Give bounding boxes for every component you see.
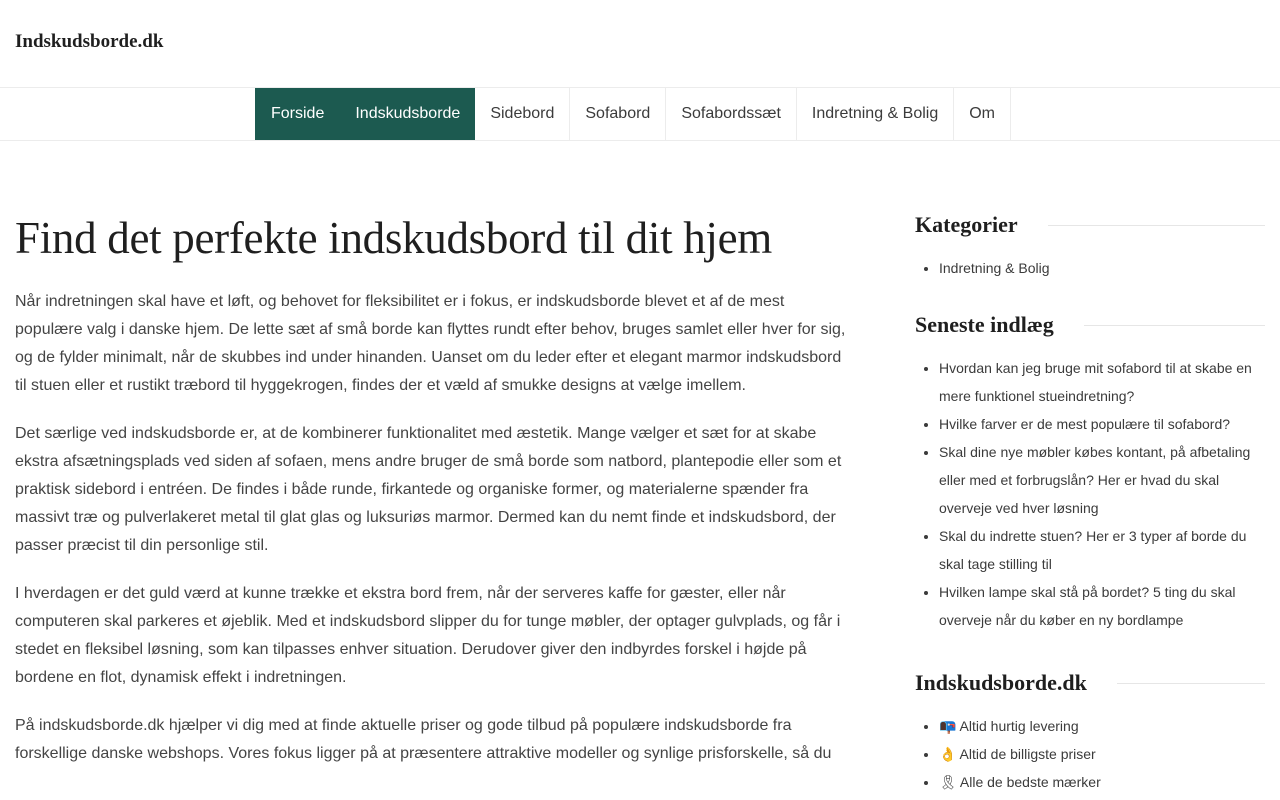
list-item bbox=[939, 354, 1265, 410]
nav-item-indretning-bolig[interactable]: Indretning & Bolig bbox=[797, 88, 954, 140]
recent-post-link[interactable]: Hvilken lampe skal stå på bordet? 5 ting du skal overveje når du køber en ny bordlampe bbox=[939, 584, 1236, 628]
recent-post-link[interactable]: Skal du indrette stuen? Her er 3 typer af borde du skal tage stilling til bbox=[939, 528, 1247, 572]
nav-item-sofabordssaet[interactable]: Sofabordssæt bbox=[666, 88, 797, 140]
list-item: • 👌 Altid de billigste priser bbox=[939, 740, 1265, 768]
category-link-indretning-bolig[interactable]: Indretning & Bolig bbox=[939, 260, 1050, 276]
list-item bbox=[939, 522, 1265, 578]
nav-item-om[interactable]: Om bbox=[954, 88, 1011, 140]
recent-posts-list bbox=[915, 354, 1265, 634]
divider bbox=[1084, 325, 1265, 326]
about-list bbox=[915, 712, 1265, 796]
nav-item-indskudsborde[interactable]: Indskudsborde bbox=[340, 88, 475, 140]
nav-menu bbox=[255, 88, 1011, 140]
main-navigation bbox=[0, 88, 1280, 141]
article-paragraph-1: Når indretningen skal have et løft, og behovet for fleksibilitet er i fokus, er indskudsborde blevet et af de mest populære valg i danske hjem. De lette sæt af små borde kan flyttes rundt efter behov, bruges samlet eller hver for sig, og de fylder minimalt, når de skubbes ind under hinanden. Uanset om du leder efter et elegant marmor indskudsbord til stuen eller et rustikt træbord til hyggekrogen, findes der et væld af smukke designs at vælge imellem. bbox=[15, 293, 846, 394]
list-item: • 📭 Altid hurtig levering bbox=[939, 712, 1265, 740]
article-paragraph-2: Det særlige ved indskudsborde er, at de kombinerer funktionalitet med æstetik. Mange vælger et sæt for at skabe ekstra afsætningsplads ved siden af sofaen, mens andre bruger de små borde som natbord, plantepodie eller som et praktisk sidebord i entréen. De findes i både runde, firkantede og organiske former, og materialerne spænder fra massivt træ og pulverlakeret metal til glat glas og luksuriøs marmor. Dermed kan du nemt finde et indskudsbord, der passer præcist til din personlige stil. bbox=[15, 425, 842, 554]
site-title-link[interactable]: Indskudsborde.dk bbox=[15, 31, 164, 52]
article-paragraph-4: På indskudsborde.dk hjælper vi dig med at finde aktuelle priser og gode tilbud på populære indskudsborde fra forskellige danske webshops. Vores fokus ligger på at præsentere attraktive modeller og synlige prisforskelle, så du bbox=[15, 717, 832, 762]
list-item bbox=[939, 578, 1265, 634]
category-item bbox=[939, 254, 1265, 282]
nav-item-sofabord[interactable]: Sofabord bbox=[570, 88, 666, 140]
about-title: Indskudsborde.dk bbox=[915, 670, 1087, 695]
about-widget bbox=[915, 668, 1265, 796]
site-header bbox=[0, 0, 1280, 88]
categories-list bbox=[915, 254, 1265, 282]
list-item bbox=[939, 438, 1265, 522]
list-item: • 🎗 Alle de bedste mærker bbox=[939, 768, 1265, 796]
recent-post-link[interactable]: Skal dine nye møbler købes kontant, på afbetaling eller med et forbrugslån? Her er hvad du skal overveje ved hver løsning bbox=[939, 444, 1251, 516]
page-title: Find det perfekte indskudsbord til dit hjem bbox=[15, 213, 773, 263]
categories-widget bbox=[915, 210, 1265, 310]
sidebar bbox=[915, 210, 1265, 796]
nav-item-sidebord[interactable]: Sidebord bbox=[475, 88, 570, 140]
recent-post-link[interactable]: Hvordan kan jeg bruge mit sofabord til at skabe en mere funktionel stueindretning? bbox=[939, 360, 1252, 404]
divider bbox=[1048, 225, 1265, 226]
categories-title: Kategorier bbox=[915, 212, 1018, 237]
recent-title-row bbox=[915, 310, 1265, 340]
categories-title-row bbox=[915, 210, 1265, 240]
article-paragraph-3: I hverdagen er det guld værd at kunne trække et ekstra bord frem, når der serveres kaffe for gæster, eller når computeren skal parkeres et øjeblik. Med et indskudsbord slipper du for tunge møbler, der optager gulvplads, og får i stedet en fleksibel løsning, som kan tilpasses enhver situation. Derudover giver den indbyrdes forskel i højde på bordene en flot, dynamisk effekt i indretningen. bbox=[15, 585, 841, 686]
recent-posts-title: Seneste indlæg bbox=[915, 312, 1054, 337]
divider bbox=[1117, 683, 1265, 684]
list-item bbox=[939, 410, 1265, 438]
main-content bbox=[15, 210, 850, 788]
recent-post-link[interactable]: Hvilke farver er de mest populære til sofabord? bbox=[939, 416, 1231, 432]
nav-item-forside[interactable]: Forside bbox=[255, 88, 340, 140]
about-title-row bbox=[915, 668, 1265, 698]
recent-posts-widget bbox=[915, 310, 1265, 668]
